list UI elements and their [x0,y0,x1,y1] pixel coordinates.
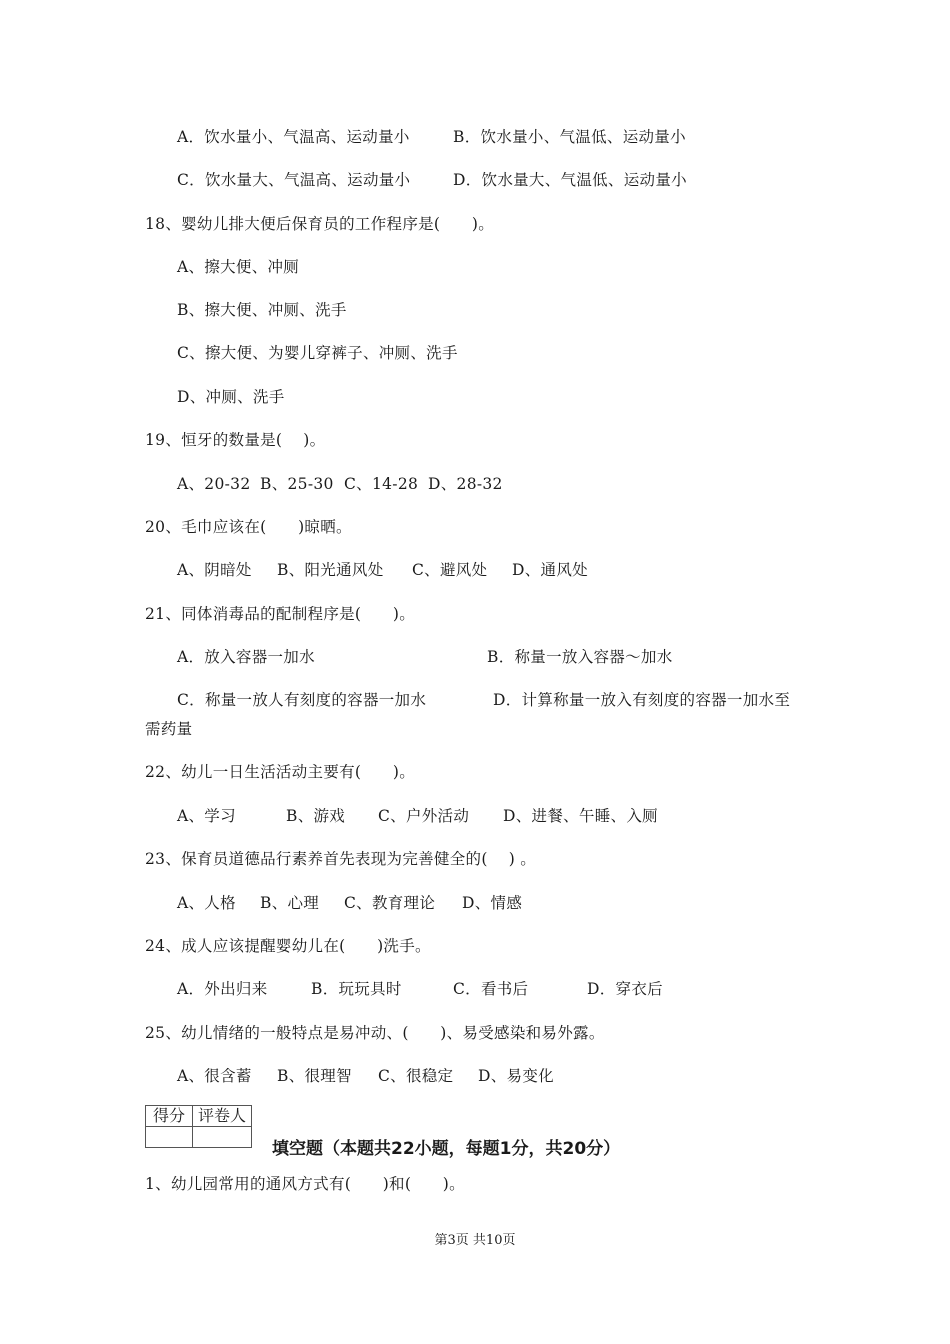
q24-option-b: B．玩玩具时 [311,980,402,998]
q25-stem: 25、幼儿情绪的一般特点是易冲动、( )、易受感染和易外露。 [145,1024,605,1042]
q17-option-a: A．饮水量小、气温高、运动量小 [177,128,410,146]
q17-option-d: D．饮水量大、气温低、运动量小 [453,171,687,189]
q19-option-c: C、14-28 [344,475,419,493]
q17-option-c: C．饮水量大、气温高、运动量小 [177,171,411,189]
q19-option-d: D、28-32 [428,475,503,493]
q21-option-a: A．放入容器一加水 [177,648,315,666]
q18-option-c: C、擦大便、为婴儿穿裤子、冲厕、洗手 [177,344,458,362]
q23-option-c: C、教育理论 [344,894,436,912]
q24-option-d: D．穿衣后 [587,980,663,998]
score-cell[interactable] [146,1127,193,1148]
q17-option-b: B．饮水量小、气温低、运动量小 [453,128,686,146]
q21-stem: 21、同体消毒品的配制程序是( )。 [145,605,416,623]
q21-option-d: D．计算称量一放入有刻度的容器一加水至 [493,691,791,709]
q22-stem: 22、幼儿一日生活活动主要有( )。 [145,763,416,781]
fill-question-1: 1、幼儿园常用的通风方式有( )和( )。 [145,1175,465,1193]
q24-stem: 24、成人应该提醒婴幼儿在( )洗手。 [145,937,431,955]
grader-cell[interactable] [193,1127,252,1148]
score-header: 得分 [146,1106,193,1127]
q22-option-c: C、户外活动 [378,807,470,825]
q19-stem: 19、恒牙的数量是( )。 [145,431,326,449]
q19-option-b: B、25-30 [260,475,334,493]
q22-option-b: B、游戏 [286,807,346,825]
q18-stem: 18、婴幼儿排大便后保育员的工作程序是( )。 [145,215,495,233]
q20-option-b: B、阳光通风处 [277,561,384,579]
q24-option-a: A．外出归来 [177,980,268,998]
section-title: 填空题（本题共22小题，每题1分，共20分） [272,1139,621,1159]
score-table [145,1105,252,1148]
q22-option-a: A、学习 [177,807,236,825]
q23-option-b: B、心理 [260,894,320,912]
q20-option-d: D、通风处 [512,561,588,579]
q23-option-d: D、情感 [462,894,523,912]
q23-option-a: A、人格 [177,894,236,912]
page-footer: 第3页 共10页 [434,1233,516,1248]
grader-header: 评卷人 [193,1106,252,1127]
q20-stem: 20、毛巾应该在( )晾晒。 [145,518,352,536]
q21-option-b: B．称量一放入容器～加水 [487,648,673,666]
q24-option-c: C．看书后 [453,980,529,998]
q25-option-d: D、易变化 [478,1067,554,1085]
q20-option-a: A、阴暗处 [177,561,252,579]
q21-option-d-wrap: 需药量 [145,720,193,738]
q18-option-d: D、冲厕、洗手 [177,388,285,406]
q18-option-b: B、擦大便、冲厕、洗手 [177,301,347,319]
q23-stem: 23、保育员道德品行素养首先表现为完善健全的( ) 。 [145,850,537,868]
q20-option-c: C、避风处 [412,561,488,579]
q21-option-c: C．称量一放人有刻度的容器一加水 [177,691,427,709]
q18-option-a: A、擦大便、冲厕 [177,258,300,276]
q25-option-b: B、很理智 [277,1067,352,1085]
q25-option-a: A、很含蓄 [177,1067,252,1085]
q22-option-d: D、进餐、午睡、入厕 [503,807,658,825]
q19-option-a: A、20-32 [177,475,251,493]
q25-option-c: C、很稳定 [378,1067,454,1085]
